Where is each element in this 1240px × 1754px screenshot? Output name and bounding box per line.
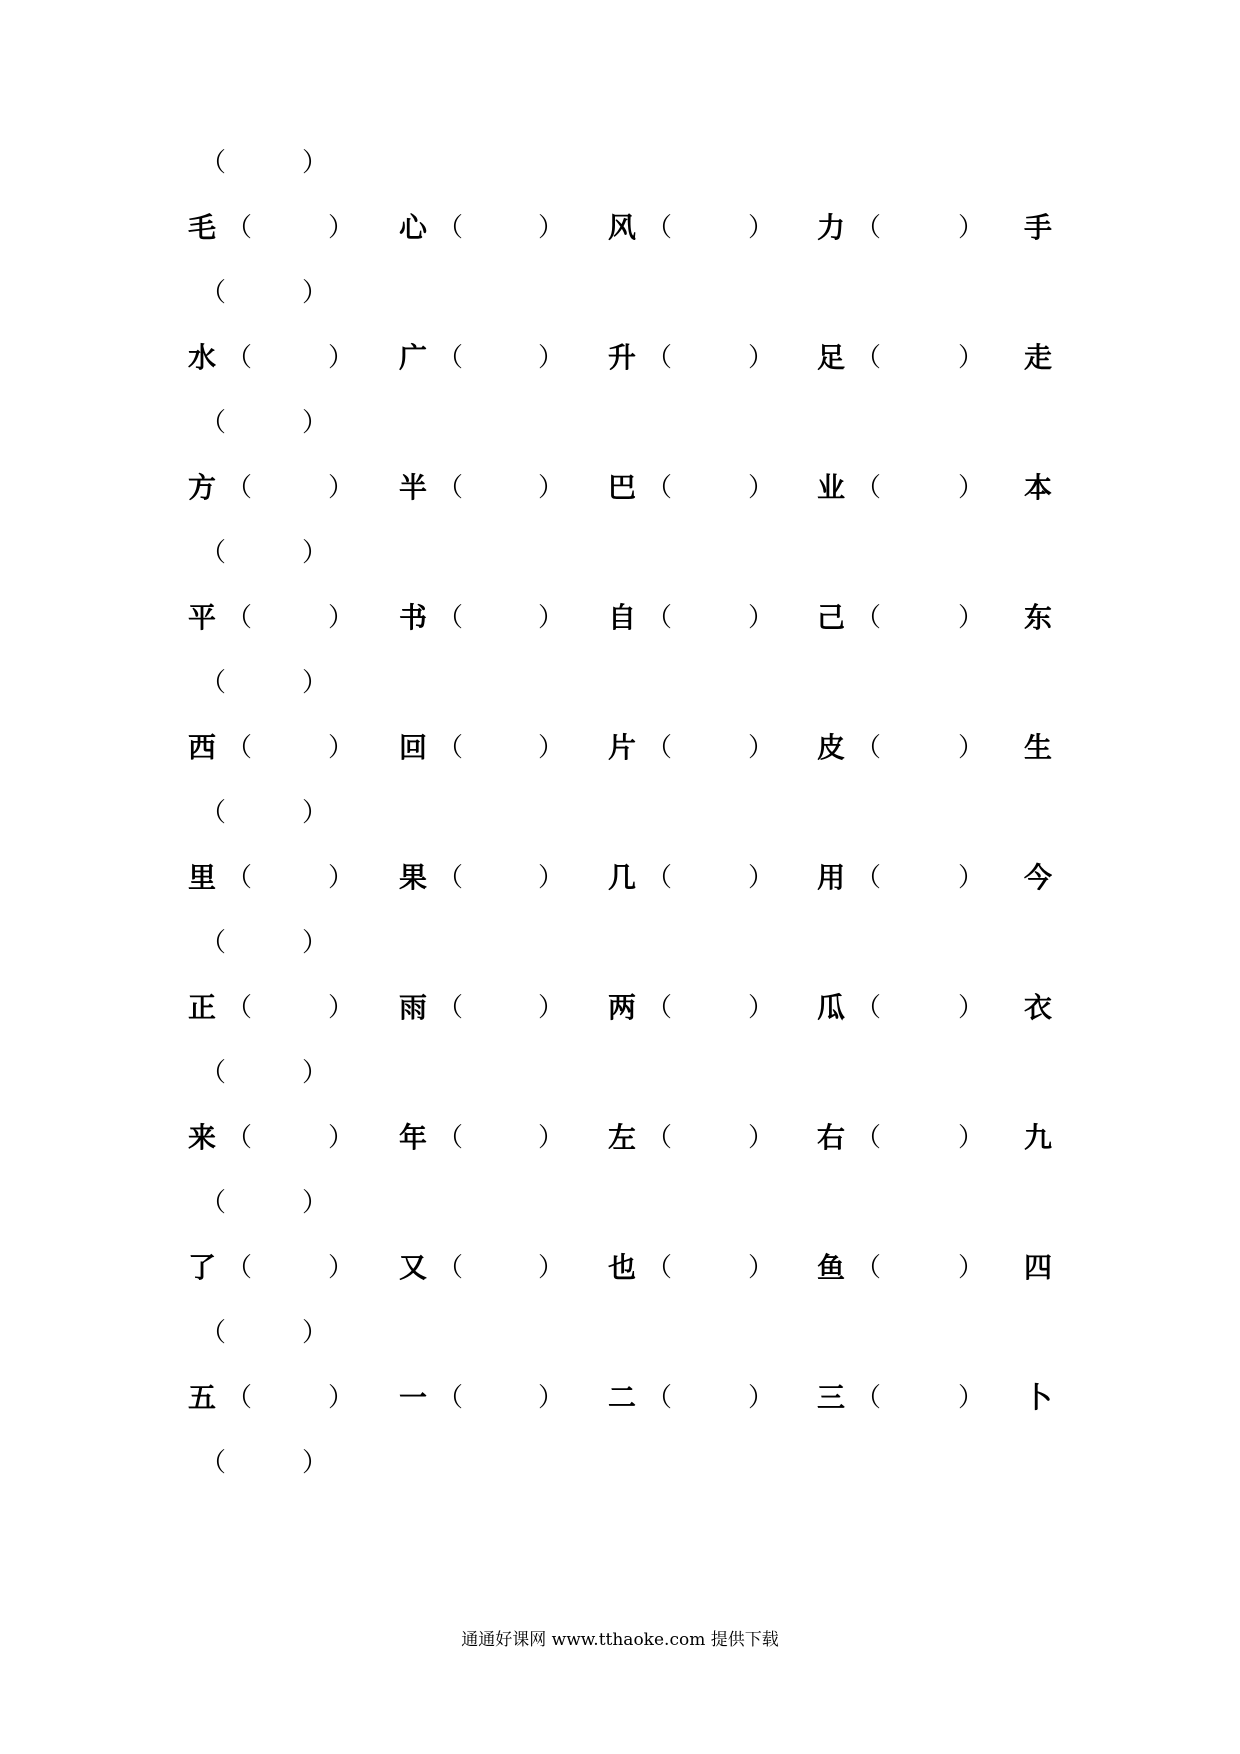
paren-close: ） <box>748 1123 775 1153</box>
char-row <box>0 208 1240 248</box>
character: 自 <box>608 601 637 634</box>
character: 三 <box>817 1381 846 1414</box>
paren-close: ） <box>538 343 565 373</box>
paren-open: （ <box>200 928 227 958</box>
paren-open: （ <box>437 863 464 893</box>
wrap-paren-line <box>0 1443 1240 1483</box>
character: 己 <box>817 601 846 634</box>
paren-open: （ <box>855 993 882 1023</box>
character: 半 <box>399 471 428 504</box>
character: 今 <box>1024 861 1053 894</box>
paren-close: ） <box>538 213 565 243</box>
paren-close: ） <box>748 733 775 763</box>
paren-open: （ <box>646 473 673 503</box>
paren-close: ） <box>302 1188 329 1218</box>
char-row <box>0 598 1240 638</box>
paren-close: ） <box>328 733 355 763</box>
character: 业 <box>817 471 846 504</box>
paren-close: ） <box>302 1318 329 1348</box>
paren-close: ） <box>302 1058 329 1088</box>
character: 水 <box>188 341 217 374</box>
paren-close: ） <box>958 993 985 1023</box>
paren-open: （ <box>437 343 464 373</box>
paren-close: ） <box>328 1253 355 1283</box>
character: 二 <box>608 1381 637 1414</box>
paren-open: （ <box>437 1253 464 1283</box>
character: 又 <box>399 1251 428 1284</box>
paren-close: ） <box>748 993 775 1023</box>
paren-open: （ <box>646 213 673 243</box>
paren-open: （ <box>226 473 253 503</box>
character: 正 <box>188 991 217 1024</box>
character: 平 <box>188 601 217 634</box>
character: 走 <box>1024 341 1053 374</box>
paren-open: （ <box>200 798 227 828</box>
paren-open: （ <box>855 733 882 763</box>
paren-close: ） <box>538 1383 565 1413</box>
paren-open: （ <box>437 213 464 243</box>
paren-open: （ <box>226 863 253 893</box>
paren-open: （ <box>226 1123 253 1153</box>
wrap-paren-line <box>0 663 1240 703</box>
character: 东 <box>1024 601 1053 634</box>
paren-open: （ <box>855 213 882 243</box>
paren-open: （ <box>437 473 464 503</box>
character: 了 <box>188 1251 217 1284</box>
paren-open: （ <box>855 863 882 893</box>
paren-close: ） <box>958 1123 985 1153</box>
paren-open: （ <box>226 1383 253 1413</box>
paren-close: ） <box>302 538 329 568</box>
wrap-paren-line <box>0 793 1240 833</box>
paren-open: （ <box>646 993 673 1023</box>
paren-open: （ <box>646 863 673 893</box>
paren-open: （ <box>437 733 464 763</box>
paren-close: ） <box>302 408 329 438</box>
character: 毛 <box>188 211 217 244</box>
paren-close: ） <box>958 213 985 243</box>
paren-close: ） <box>748 1253 775 1283</box>
character: 果 <box>399 861 428 894</box>
paren-close: ） <box>958 1383 985 1413</box>
paren-close: ） <box>538 733 565 763</box>
char-row <box>0 988 1240 1028</box>
character: 心 <box>399 211 428 244</box>
paren-close: ） <box>302 928 329 958</box>
paren-close: ） <box>328 863 355 893</box>
paren-open: （ <box>646 343 673 373</box>
paren-close: ） <box>748 1383 775 1413</box>
page-footer: 通通好课网 www.tthaoke.com 提供下载 <box>461 1630 779 1650</box>
character: 右 <box>817 1121 846 1154</box>
paren-open: （ <box>646 603 673 633</box>
paren-close: ） <box>538 863 565 893</box>
paren-close: ） <box>538 1253 565 1283</box>
character: 衣 <box>1024 991 1053 1024</box>
wrap-paren-line <box>0 1183 1240 1223</box>
paren-open: （ <box>226 603 253 633</box>
character: 瓜 <box>817 991 846 1024</box>
char-row <box>0 1248 1240 1288</box>
character: 鱼 <box>817 1251 846 1284</box>
wrap-paren-line <box>0 1053 1240 1093</box>
character: 方 <box>188 471 217 504</box>
paren-close: ） <box>302 1448 329 1478</box>
paren-close: ） <box>538 603 565 633</box>
paren-open: （ <box>437 603 464 633</box>
paren-open: （ <box>646 733 673 763</box>
character: 回 <box>399 731 428 764</box>
paren-open: （ <box>226 993 253 1023</box>
paren-close: ） <box>302 148 329 178</box>
paren-open: （ <box>855 1123 882 1153</box>
paren-close: ） <box>538 993 565 1023</box>
paren-close: ） <box>958 343 985 373</box>
paren-open: （ <box>646 1253 673 1283</box>
paren-close: ） <box>328 603 355 633</box>
character: 五 <box>188 1381 217 1414</box>
wrap-paren-line <box>0 403 1240 443</box>
wrap-paren-line <box>0 273 1240 313</box>
paren-close: ） <box>328 473 355 503</box>
paren-open: （ <box>437 993 464 1023</box>
wrap-paren-line <box>0 1313 1240 1353</box>
char-row <box>0 728 1240 768</box>
paren-close: ） <box>748 343 775 373</box>
character: 九 <box>1024 1121 1053 1154</box>
character: 升 <box>608 341 637 374</box>
character: 左 <box>608 1121 637 1154</box>
char-row <box>0 1378 1240 1418</box>
paren-open: （ <box>855 473 882 503</box>
paren-open: （ <box>226 343 253 373</box>
paren-open: （ <box>200 278 227 308</box>
paren-open: （ <box>855 1253 882 1283</box>
char-row <box>0 338 1240 378</box>
paren-close: ） <box>302 278 329 308</box>
character: 风 <box>608 211 637 244</box>
paren-close: ） <box>958 1253 985 1283</box>
paren-close: ） <box>328 343 355 373</box>
paren-open: （ <box>200 1058 227 1088</box>
paren-open: （ <box>226 733 253 763</box>
paren-open: （ <box>855 343 882 373</box>
char-row <box>0 1118 1240 1158</box>
character: 用 <box>817 861 846 894</box>
character: 片 <box>608 731 637 764</box>
paren-close: ） <box>328 213 355 243</box>
paren-close: ） <box>958 473 985 503</box>
paren-close: ） <box>958 733 985 763</box>
wrap-paren-line <box>0 533 1240 573</box>
paren-open: （ <box>200 1188 227 1218</box>
paren-close: ） <box>748 603 775 633</box>
paren-open: （ <box>855 603 882 633</box>
paren-open: （ <box>200 1318 227 1348</box>
paren-open: （ <box>855 1383 882 1413</box>
character: 力 <box>817 211 846 244</box>
paren-close: ） <box>328 993 355 1023</box>
paren-open: （ <box>200 668 227 698</box>
char-row <box>0 858 1240 898</box>
wrap-paren-line <box>0 923 1240 963</box>
character: 里 <box>188 861 217 894</box>
paren-open: （ <box>437 1383 464 1413</box>
paren-open: （ <box>437 1123 464 1153</box>
paren-close: ） <box>328 1383 355 1413</box>
character: 年 <box>399 1121 428 1154</box>
character: 生 <box>1024 731 1053 764</box>
paren-open: （ <box>226 213 253 243</box>
paren-open: （ <box>200 148 227 178</box>
paren-close: ） <box>538 473 565 503</box>
paren-close: ） <box>538 1123 565 1153</box>
paren-open: （ <box>646 1383 673 1413</box>
paren-open: （ <box>200 538 227 568</box>
character: 也 <box>608 1251 637 1284</box>
paren-open: （ <box>200 408 227 438</box>
character: 卜 <box>1024 1381 1053 1414</box>
paren-close: ） <box>958 603 985 633</box>
character: 书 <box>399 601 428 634</box>
character: 一 <box>399 1381 428 1414</box>
character: 皮 <box>817 731 846 764</box>
paren-close: ） <box>958 863 985 893</box>
char-row <box>0 468 1240 508</box>
paren-close: ） <box>328 1123 355 1153</box>
character: 雨 <box>399 991 428 1024</box>
paren-close: ） <box>302 668 329 698</box>
character: 广 <box>399 341 428 374</box>
character: 两 <box>608 991 637 1024</box>
paren-open: （ <box>200 1448 227 1478</box>
character: 本 <box>1024 471 1053 504</box>
character: 来 <box>188 1121 217 1154</box>
wrap-paren-line <box>0 143 1240 183</box>
character: 四 <box>1024 1251 1053 1284</box>
paren-close: ） <box>302 798 329 828</box>
character: 西 <box>188 731 217 764</box>
character: 巴 <box>608 471 637 504</box>
character: 几 <box>608 861 637 894</box>
paren-close: ） <box>748 473 775 503</box>
paren-open: （ <box>646 1123 673 1153</box>
character: 手 <box>1024 211 1053 244</box>
paren-close: ） <box>748 863 775 893</box>
character: 足 <box>817 341 846 374</box>
paren-open: （ <box>226 1253 253 1283</box>
paren-close: ） <box>748 213 775 243</box>
